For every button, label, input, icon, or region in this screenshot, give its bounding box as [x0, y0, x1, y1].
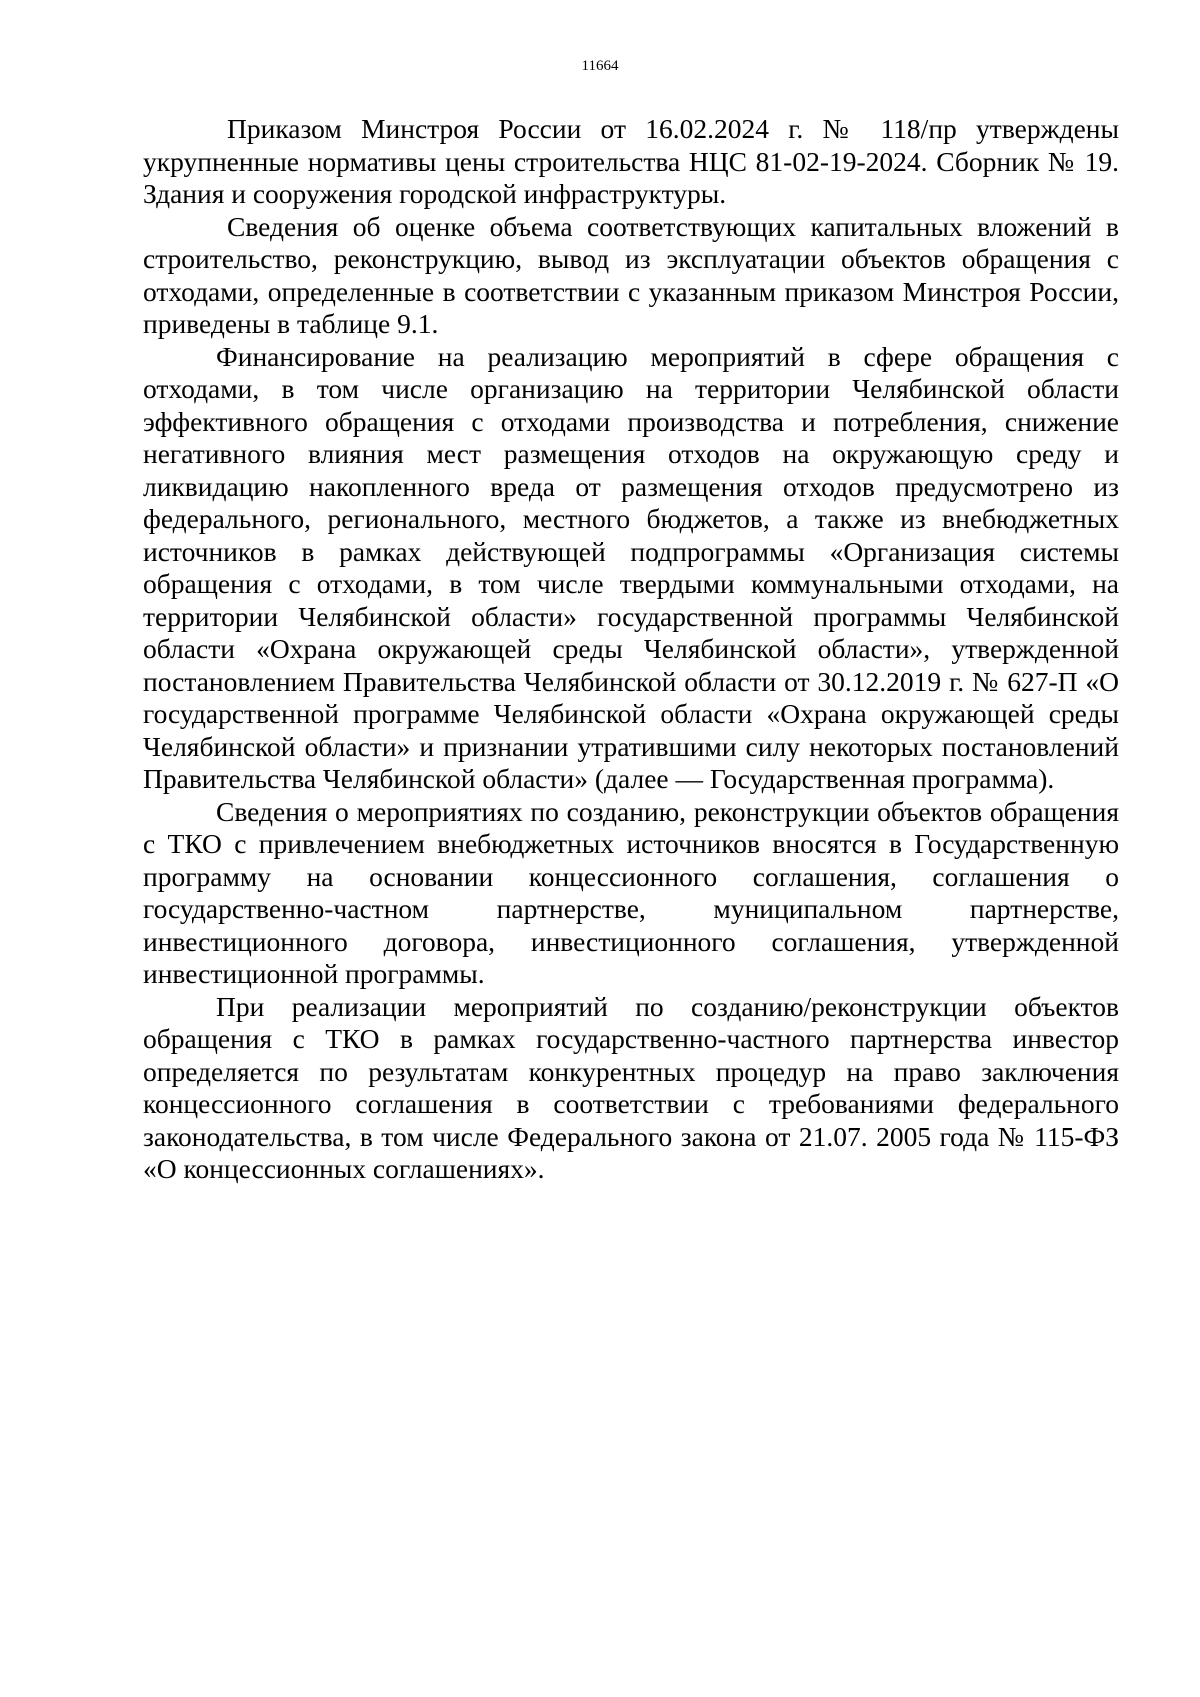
paragraph-order-minstroy: Приказом Минстроя России от 16.02.2024 г. № 118/пр утверждены укрупненные нормативы цены строительства НЦС 81-02-19-2024. Сборник № 19. Здания и сооружения городской инфраструктуры.	[143, 113, 1119, 209]
paragraph-financing: Финансирование на реализацию мероприятий в сфере обращения с отходами, в том числе организацию на территории Челябинской области эффективного обращения с отходами производства и потребления, снижение негативного влияния мест размещения отходов на окружающую среду и ликвидацию накопленного вреда от размещения отходов предусмотрено из федерального, регионального, местного бюджетов, а также из внебюджетных источников в рамках действующей подпрограммы «Организация системы обращения с отходами, в том числе твердыми коммунальными отходами, на территории Челябинской области» государственной программы Челябинской области «Охрана окружающей среды Челябинской области», утвержденной постановлением Правительства Челябинской области от 30.12.2019 г. № 627-П «О государственной программе Челябинской области «Охрана окружающей среды Челябинской области» и признании утратившими силу некоторых постановлений Правительства Челябинской области» (далее — Государственная программа).	[143, 340, 1119, 794]
paragraph-extrabudgetary-sources: Сведения о мероприятиях по созданию, реконструкции объектов обращения с ТКО с привлечением внебюджетных источников вносятся в Государственную программу на основании концессионного соглашения, соглашения о государственно-частном партнерстве, муниципальном партнерстве, инвестиционного договора, инвестиционного соглашения, утвержденной инвестиционной программы.	[143, 795, 1119, 989]
document-body	[143, 113, 1119, 1186]
paragraph-investment-estimate: Сведения об оценке объема соответствующих капитальных вложений в строительство, реконструкцию, вывод из эксплуатации объектов обращения с отходами, определенные в соответствии с указанным приказом Минстроя России, приведены в таблице 9.1.	[143, 210, 1119, 339]
page-number: 11664	[581, 58, 619, 74]
paragraph-public-private-partnership: При реализации мероприятий по созданию/реконструкции объектов обращения с ТКО в рамках государственно-частного партнерства инвестор определяется по результатам конкурентных процедур на право заключения концессионного соглашения в соответствии с требованиями федерального законодательства, в том числе Федерального закона от 21.07. 2005 года № 115-ФЗ «О концессионных соглашениях».	[143, 990, 1119, 1184]
